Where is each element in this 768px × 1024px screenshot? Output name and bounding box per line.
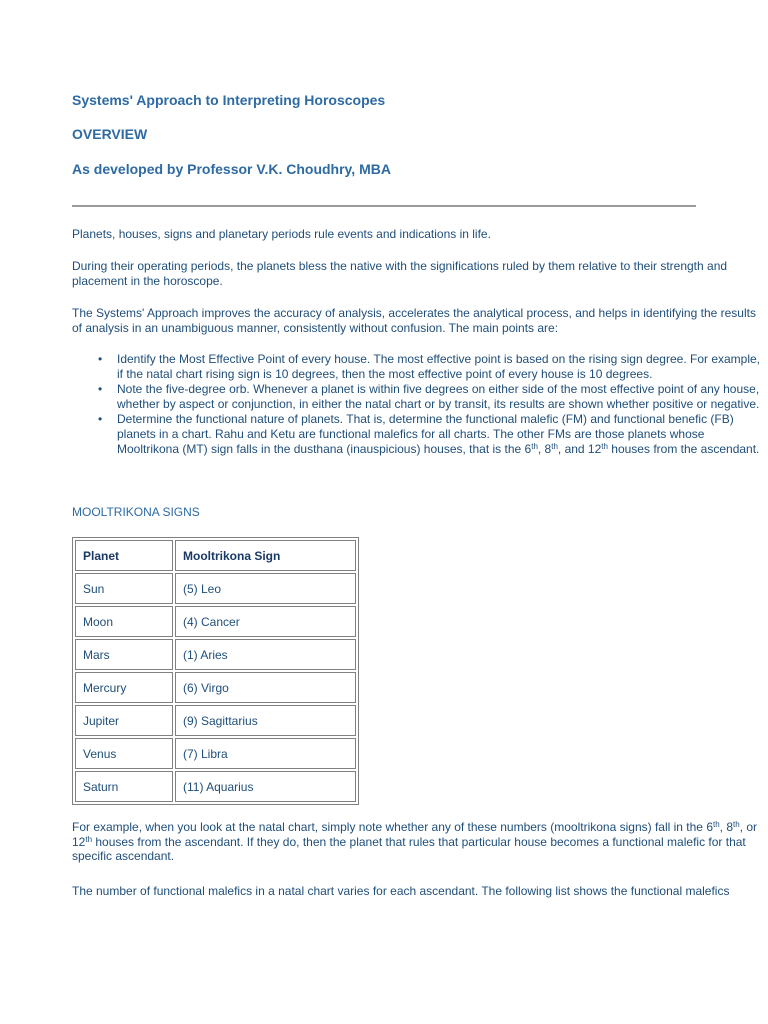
text-run: houses from the ascendant. If they do, then the planet that rules that particular house becomes a functional malefic for that specific ascendant. [72,834,746,863]
ordinal-suffix: th [85,834,93,844]
planet-cell: Venus [75,738,173,769]
sign-cell: (4) Cancer [175,606,356,637]
list-item [72,382,764,412]
ordinal-suffix: th [601,442,608,451]
bullet-marker: • [98,382,103,396]
ordinal-suffix: th [713,820,720,829]
sign-cell: (5) Leo [175,573,356,604]
text-run: houses from the ascendant. [607,442,760,456]
sign-cell: (1) Aries [175,639,356,670]
planet-cell: Saturn [75,771,173,802]
text-run: , 8 [719,820,734,834]
table-header-row [75,540,356,571]
byline: As developed by Professor V.K. Choudhry, MBA [72,161,391,177]
sign-cell: (9) Sagittarius [175,705,356,736]
planet-cell: Sun [75,573,173,604]
text-run: Determine the functional nature of planets. That is, determine the functional malefic (FM) and functional benefic (FB) planets in a chart. Rahu and Ketu are functional malefics for all charts. The other FMs are those planets whose Mooltrikona (MT) sign falls in the dusthana (inauspicious) houses, that is the 6 [117,412,734,456]
table-row [75,639,356,670]
table-row [75,705,356,736]
ordinal-suffix: th [551,442,558,451]
text-run: For example, when you look at the natal chart, simply note whether any of these numbers (mooltrikona signs) fall in the 6 [72,820,713,834]
list-item [72,412,764,457]
sign-cell: (7) Libra [175,738,356,769]
table-row [75,672,356,703]
column-header-planet: Planet [75,540,173,571]
bullet-marker: • [98,412,103,426]
horizontal-divider [72,205,696,207]
text-run: , or 12 [72,820,758,849]
list-item [72,352,764,382]
table-row [75,771,356,802]
main-points-list [72,352,764,457]
planet-cell: Mars [75,639,173,670]
sign-cell: (6) Virgo [175,672,356,703]
column-header-sign: Mooltrikona Sign [175,540,356,571]
list-item-text: Identify the Most Effective Point of every house. The most effective point is based on the rising sign degree. For example, if the natal chart rising sign is 10 degrees, then the most effective point of every house is 10 degrees. [117,352,761,381]
list-item-text [117,412,759,456]
functional-malefics-paragraph: The number of functional malefics in a natal chart varies for each ascendant. The following list shows the functional malefics [72,884,730,898]
mooltrikona-table [72,537,359,805]
sign-cell: (11) Aquarius [175,771,356,802]
table-row [75,573,356,604]
bullet-marker: • [98,352,103,366]
ordinal-suffix: th [733,820,740,829]
intro-paragraph-1: Planets, houses, signs and planetary periods rule events and indications in life. [72,227,491,241]
intro-paragraph-3: The Systems' Approach improves the accuracy of analysis, accelerates the analytical process, and helps in identifying the results of analysis in an unambiguous manner, consistently without confusion. The main points are: [72,306,756,335]
text-run: , 8 [537,442,552,456]
ordinal-suffix: th [531,442,538,451]
text-run: , and 12 [557,442,602,456]
planet-cell: Mercury [75,672,173,703]
table-row [75,606,356,637]
table-row [75,738,356,769]
intro-paragraph-2: During their operating periods, the planets bless the native with the significations ruled by them relative to their strength and placement in the horoscope. [72,259,728,288]
overview-heading: OVERVIEW [72,126,148,142]
document-title: Systems' Approach to Interpreting Horoscopes [72,92,386,108]
list-item-text: Note the five-degree orb. Whenever a planet is within five degrees on either side of the most effective point of any house, whether by aspect or conjunction, in either the natal chart or by transit, its results are shown whether positive or negative. [117,382,760,411]
planet-cell: Jupiter [75,705,173,736]
section-heading-mooltrikona: MOOLTRIKONA SIGNS [72,505,200,519]
planet-cell: Moon [75,606,173,637]
example-paragraph [72,820,762,864]
